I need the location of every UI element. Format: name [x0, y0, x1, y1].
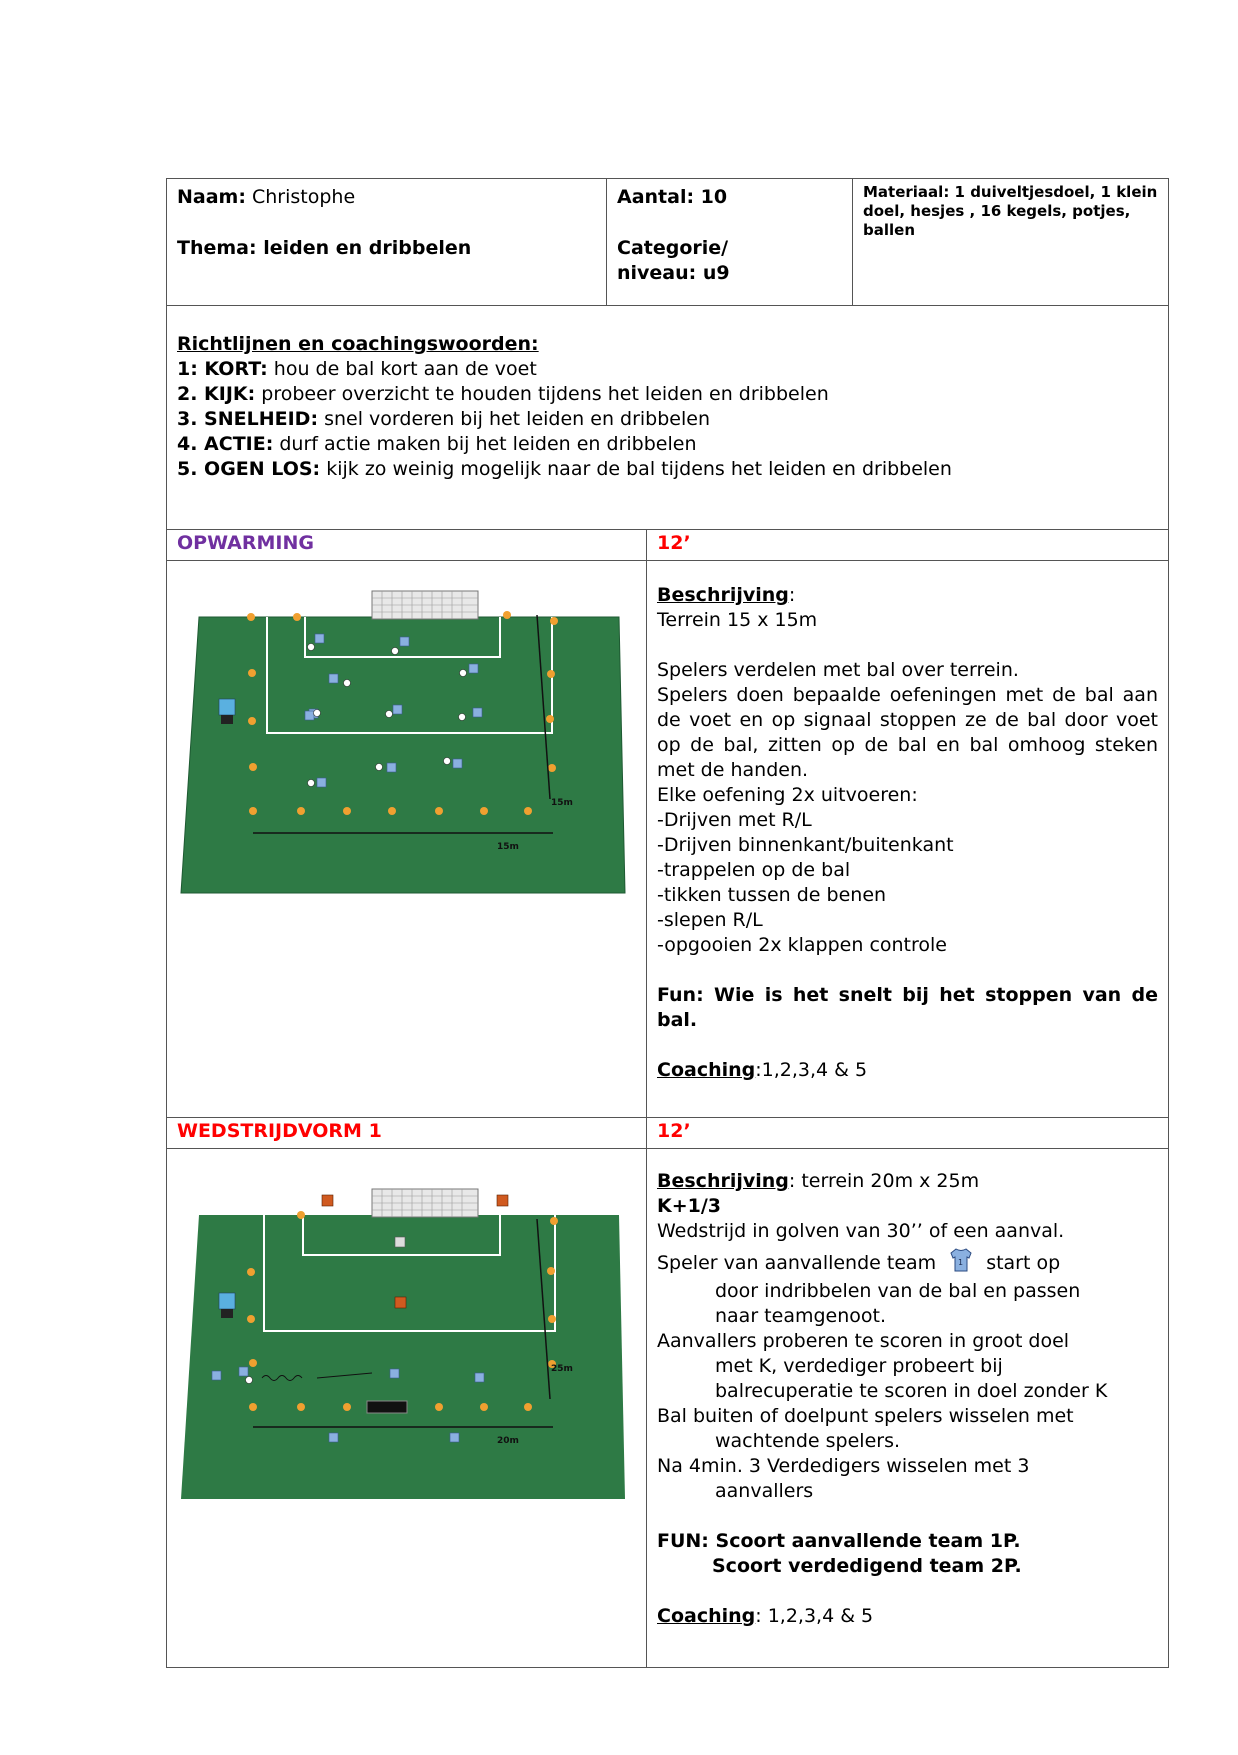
warmup-title: OPWARMING	[177, 532, 314, 554]
match1-fun: Scoort verdedigend team 2P.	[712, 1555, 1022, 1577]
match1-line: Wedstrijd in golven van 30’’ of een aanval.	[657, 1220, 1065, 1242]
match1-title-cell	[167, 1118, 647, 1149]
match1-pitch-diagram	[167, 1159, 645, 1559]
match1-line: Aanvallers proberen te scoren in groot doel	[657, 1330, 1070, 1352]
warmup-fun: Fun: Wie is het snelt bij het stoppen van de bal.	[657, 984, 1158, 1031]
warmup-line: -Drijven met R/L	[657, 809, 812, 831]
ball	[246, 1377, 253, 1384]
warmup-pitch-diagram	[167, 571, 645, 971]
guideline-item: 3. SNELHEID: snel vorderen bij het leiden en dribbelen	[177, 408, 710, 430]
categorie: Categorie/	[617, 237, 729, 259]
warmup-line: Elke oefening 2x uitvoeren:	[657, 784, 918, 806]
warmup-line: Spelers verdelen met bal over terrein.	[657, 659, 1019, 681]
match1-width-label: 20m	[497, 1436, 519, 1446]
training-sheet	[166, 178, 1168, 1668]
match1-field-cell	[167, 1149, 647, 1668]
pitch	[181, 617, 625, 893]
warmup-coaching-label: Coaching	[657, 1059, 756, 1081]
defender	[395, 1237, 405, 1247]
naam-label: Naam:	[177, 186, 246, 208]
match1-line: start op	[986, 1252, 1061, 1274]
pitch	[181, 1215, 625, 1499]
match1-line: naar teamgenoot.	[715, 1305, 886, 1327]
match1-line: Na 4min. 3 Verdedigers wisselen met 3	[657, 1455, 1030, 1477]
coach-icon	[219, 1293, 235, 1318]
aantal: Aantal: 10	[617, 186, 728, 208]
match1-line: Bal buiten of doelpunt spelers wisselen met	[657, 1405, 1074, 1427]
warmup-height-label: 15m	[551, 798, 573, 808]
match1-line: door indribbelen van de bal en passen	[715, 1280, 1081, 1302]
warmup-desc-label: Beschrijving	[657, 584, 789, 606]
materiaal-cell	[853, 179, 1169, 306]
warmup-line: Terrein 15 x 15m	[657, 609, 818, 631]
match1-coaching-label: Coaching	[657, 1605, 756, 1627]
match1-title: WEDSTRIJDVORM 1	[177, 1120, 382, 1142]
coach-icon	[219, 699, 235, 724]
match1-line: wachtende spelers.	[715, 1430, 901, 1452]
warmup-line: -Drijven binnenkant/buitenkant	[657, 834, 954, 856]
svg-text:1: 1	[958, 1258, 964, 1267]
match1-duration-cell	[647, 1118, 1169, 1149]
guideline-item: 5. OGEN LOS: kijk zo weinig mogelijk naar de bal tijdens het leiden en dribbelen	[177, 458, 952, 480]
warmup-line: -opgooien 2x klappen controle	[657, 934, 947, 956]
warmup-line: -slepen R/L	[657, 909, 763, 931]
match1-description-cell	[647, 1149, 1169, 1668]
warmup-line: Spelers doen bepaalde oefeningen met de bal aan de voet en op signaal stoppen ze de bal door voet op de bal, zitten op de bal en bal omhoog steken met de handen.	[657, 684, 1158, 781]
warmup-duration: 12’	[657, 532, 691, 554]
warmup-line: -trappelen op de bal	[657, 859, 851, 881]
small-goal-icon	[367, 1401, 407, 1413]
match1-line: met K, verdediger probeert bij	[715, 1355, 1003, 1377]
warmup-duration-cell	[647, 530, 1169, 561]
match1-subtitle: K+1/3	[657, 1195, 722, 1217]
aantal-cell	[607, 179, 853, 306]
guidelines-cell	[167, 306, 1169, 530]
warmup-field-cell	[167, 561, 647, 1118]
match1-duration: 12’	[657, 1120, 691, 1142]
match1-height-label: 25m	[551, 1364, 573, 1374]
match1-line: Speler van aanvallende team	[657, 1252, 937, 1274]
thema: Thema: leiden en dribbelen	[177, 237, 472, 259]
blue-shirt-icon	[950, 1248, 972, 1279]
training-table	[166, 178, 1169, 1668]
match1-desc-label: Beschrijving	[657, 1170, 789, 1192]
match1-line: aanvallers	[715, 1480, 814, 1502]
match1-desc-value: : terrein 20m x 25m	[788, 1170, 980, 1192]
match1-coaching-value: : 1,2,3,4 & 5	[755, 1605, 874, 1627]
warmup-description-cell: Beschrijving: Terrein 15 x 15m Spelers verdelen met bal over terrein. Spelers doen bepaalde oefeningen met de bal aan de voet en op signaal stoppen ze de bal door voet op de bal, zitten op de bal en bal omhoog steken met de handen. Elke oefening 2x uitvoeren: -Drijven met R/L -Drijven binnenkant/buitenkant -trappelen op de bal -tikken tussen de benen -slepen R/L -opgooien 2x klappen controle Fun: Wie is het snelt bij het stoppen van de bal. Coaching:1,2,3,4 & 5	[647, 561, 1169, 1118]
warmup-title-cell	[167, 530, 647, 561]
naam-value: Christophe	[245, 186, 356, 208]
warmup-coaching-value: :1,2,3,4 & 5	[755, 1059, 868, 1081]
guideline-item: 2. KIJK: probeer overzicht te houden tijdens het leiden en dribbelen	[177, 383, 829, 405]
niveau: niveau: u9	[617, 262, 730, 284]
guidelines-title: Richtlijnen en coachingswoorden:	[177, 333, 539, 355]
match1-fun: FUN: Scoort aanvallende team 1P.	[657, 1530, 1021, 1552]
warmup-line: -tikken tussen de benen	[657, 884, 887, 906]
match1-line: balrecuperatie te scoren in doel zonder K	[715, 1380, 1108, 1402]
guideline-item: 4. ACTIE: durf actie maken bij het leiden en dribbelen	[177, 433, 697, 455]
warmup-width-label: 15m	[497, 842, 519, 852]
name-theme-cell	[167, 179, 607, 306]
guideline-item: 1: KORT: hou de bal kort aan de voet	[177, 358, 537, 380]
materiaal: Materiaal: 1 duiveltjesdoel, 1 klein doel, hesjes , 16 kegels, potjes, ballen	[863, 183, 1158, 239]
